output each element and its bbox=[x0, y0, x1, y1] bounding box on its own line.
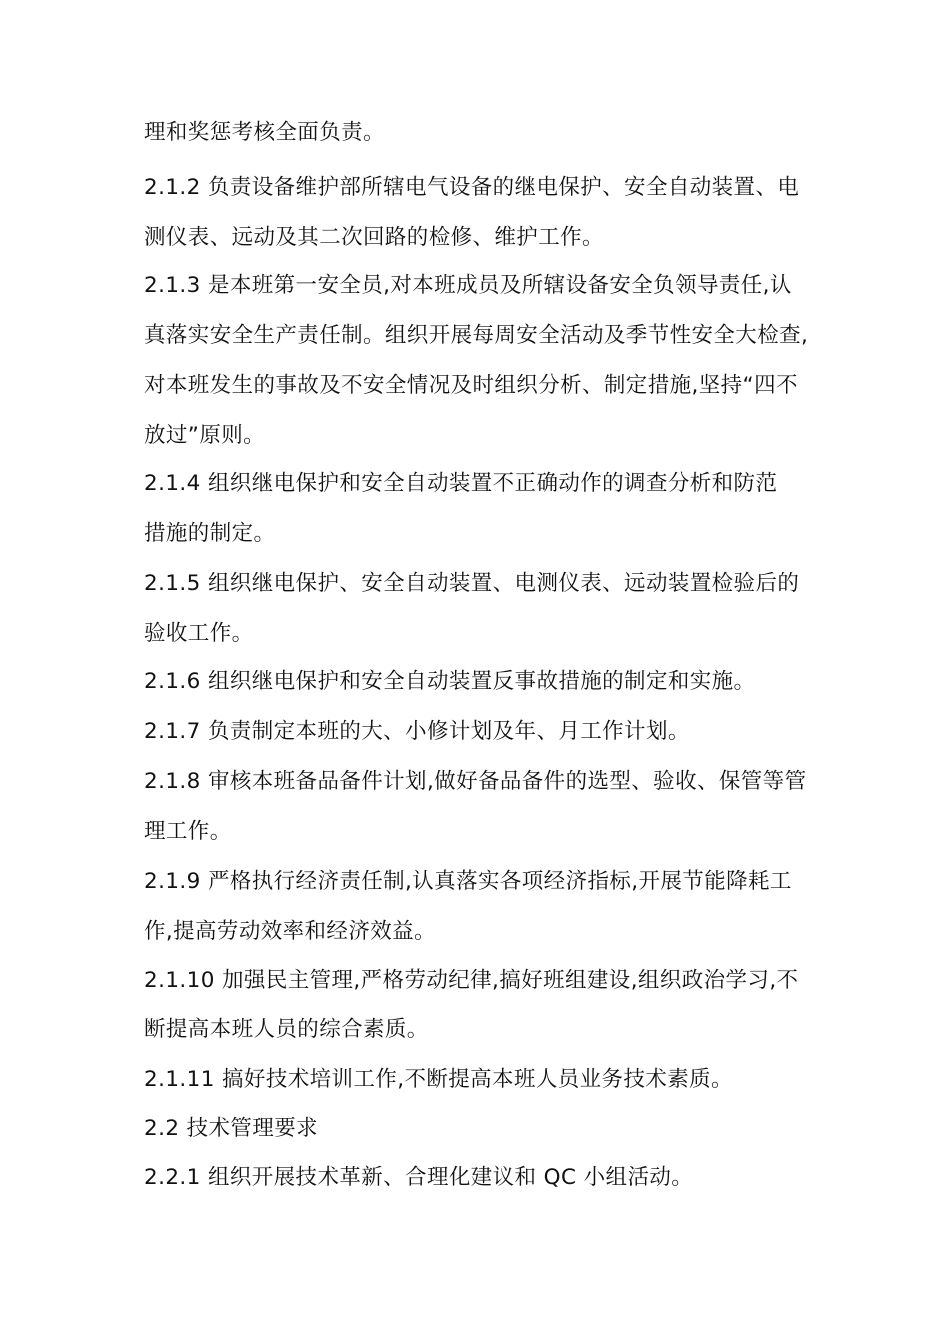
clause-2-1-10: 2.1.10 加强民主管理,严格劳动纪律,搞好班组建设,组织政治学习,不 bbox=[144, 968, 799, 993]
text-line: 措施的制定。 bbox=[144, 521, 276, 546]
clause-2-1-9: 2.1.9 严格执行经济责任制,认真落实各项经济指标,开展节能降耗工 bbox=[144, 869, 792, 894]
text-line: 作,提高劳动效率和经济效益。 bbox=[144, 919, 436, 944]
clause-2-1-11: 2.1.11 搞好技术培训工作,不断提高本班人员业务技术素质。 bbox=[144, 1067, 733, 1092]
clause-2-1-6: 2.1.6 组织继电保护和安全自动装置反事故措施的制定和实施。 bbox=[144, 669, 756, 694]
clause-2-2-1: 2.2.1 组织开展技术革新、合理化建议和 QC 小组活动。 bbox=[144, 1165, 694, 1190]
clause-2-1-5: 2.1.5 组织继电保护、安全自动装置、电测仪表、远动装置检验后的 bbox=[144, 571, 800, 596]
text-line: 对本班发生的事故及不安全情况及时组织分析、制定措施,坚持“四不 bbox=[144, 373, 798, 398]
clause-2-1-4: 2.1.4 组织继电保护和安全自动装置不正确动作的调查分析和防范 bbox=[144, 471, 778, 496]
clause-2-1-3: 2.1.3 是本班第一安全员,对本班成员及所辖设备安全负领导责任,认 bbox=[144, 273, 792, 298]
text-line: 测仪表、远动及其二次回路的检修、维护工作。 bbox=[144, 225, 604, 250]
text-line: 理和奖惩考核全面负责。 bbox=[144, 120, 385, 145]
text-line: 真落实安全生产责任制。组织开展每周安全活动及季节性安全大检查, bbox=[144, 323, 809, 348]
clause-2-1-2: 2.1.2 负责设备维护部所辖电气设备的继电保护、安全自动装置、电 bbox=[144, 175, 800, 200]
section-heading-2-2: 2.2 技术管理要求 bbox=[144, 1116, 319, 1141]
text-line: 验收工作。 bbox=[144, 621, 254, 646]
text-line: 断提高本班人员的综合素质。 bbox=[144, 1017, 429, 1042]
text-line: 放过”原则。 bbox=[144, 423, 266, 448]
clause-2-1-8: 2.1.8 审核本班备品备件计划,做好备品备件的选型、验收、保管等管 bbox=[144, 769, 807, 794]
text-line: 理工作。 bbox=[144, 819, 232, 844]
clause-2-1-7: 2.1.7 负责制定本班的大、小修计划及年、月工作计划。 bbox=[144, 719, 690, 744]
